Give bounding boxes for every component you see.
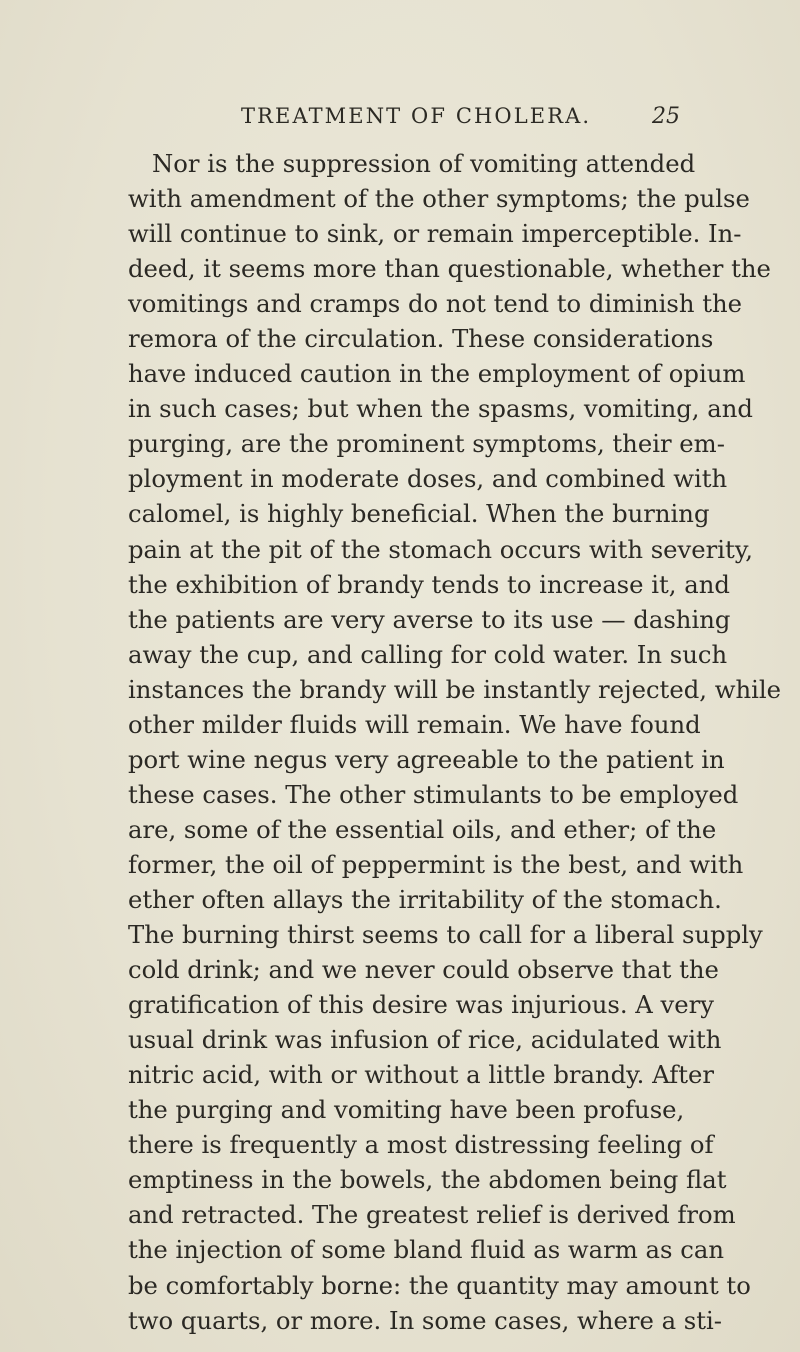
text-line: usual drink was infusion of rice, acidulated with: [128, 1025, 722, 1055]
text-line: gratification of this desire was injurious. A very: [128, 990, 714, 1020]
text-line: are, some of the essential oils, and ether; of the: [128, 814, 717, 844]
text-line: the patients are very averse to its use — dashing: [128, 604, 731, 634]
running-head: [241, 104, 680, 134]
text-line: in such cases; but when the spasms, vomiting, and: [128, 394, 753, 424]
text-line: away the cup, and calling for cold water. In such: [128, 639, 728, 669]
text-line: port wine negus very agreeable to the patient in: [128, 744, 725, 774]
text-line: there is frequently a most distressing feeling of: [128, 1130, 714, 1160]
running-title: TREATMENT OF CHOLERA.: [241, 104, 592, 128]
text-line: ployment in moderate doses, and combined with: [128, 464, 728, 494]
text-line: other milder fluids will remain. We have found: [128, 709, 701, 739]
text-line: the exhibition of brandy tends to increase it, and: [128, 569, 730, 599]
text-line: the injection of some bland fluid as warm as can: [128, 1235, 724, 1265]
text-line: will continue to sink, or remain imperceptible. In-: [128, 219, 742, 249]
text-line: The burning thirst seems to call for a liberal supply: [128, 920, 763, 950]
page-number: 25: [652, 104, 680, 129]
text-line: deed, it seems more than questionable, whether the: [128, 254, 771, 284]
text-line: pain at the pit of the stomach occurs with severity,: [128, 534, 754, 564]
text-line: ether often allays the irritability of the stomach.: [128, 884, 722, 914]
text-line: instances the brandy will be instantly rejected, while: [128, 674, 782, 704]
text-line: and retracted. The greatest relief is derived from: [128, 1200, 736, 1230]
text-line: with amendment of the other symptoms; the pulse: [128, 184, 750, 214]
text-line: be comfortably borne: the quantity may amount to: [128, 1270, 751, 1300]
text-line: have induced caution in the employment of opium: [128, 359, 746, 389]
text-line: emptiness in the bowels, the abdomen being flat: [128, 1165, 727, 1195]
text-line: purging, are the prominent symptoms, their em-: [128, 429, 725, 459]
text-line: former, the oil of peppermint is the best, and with: [128, 849, 744, 879]
text-line: cold drink; and we never could observe that the: [128, 955, 719, 985]
text-line: remora of the circulation. These considerations: [128, 324, 714, 354]
text-line: Nor is the suppression of vomiting attended: [152, 149, 696, 178]
text-line: two quarts, or more. In some cases, where a sti-: [128, 1305, 722, 1335]
text-line: vomitings and cramps do not tend to diminish the: [128, 289, 743, 319]
text-line: nitric acid, with or without a little brandy. After: [128, 1060, 714, 1090]
text-line: these cases. The other stimulants to be employed: [128, 779, 739, 809]
text-line: the purging and vomiting have been profuse,: [128, 1095, 685, 1125]
body-text: [128, 146, 782, 1338]
text-line: calomel, is highly beneficial. When the burning: [128, 499, 710, 529]
